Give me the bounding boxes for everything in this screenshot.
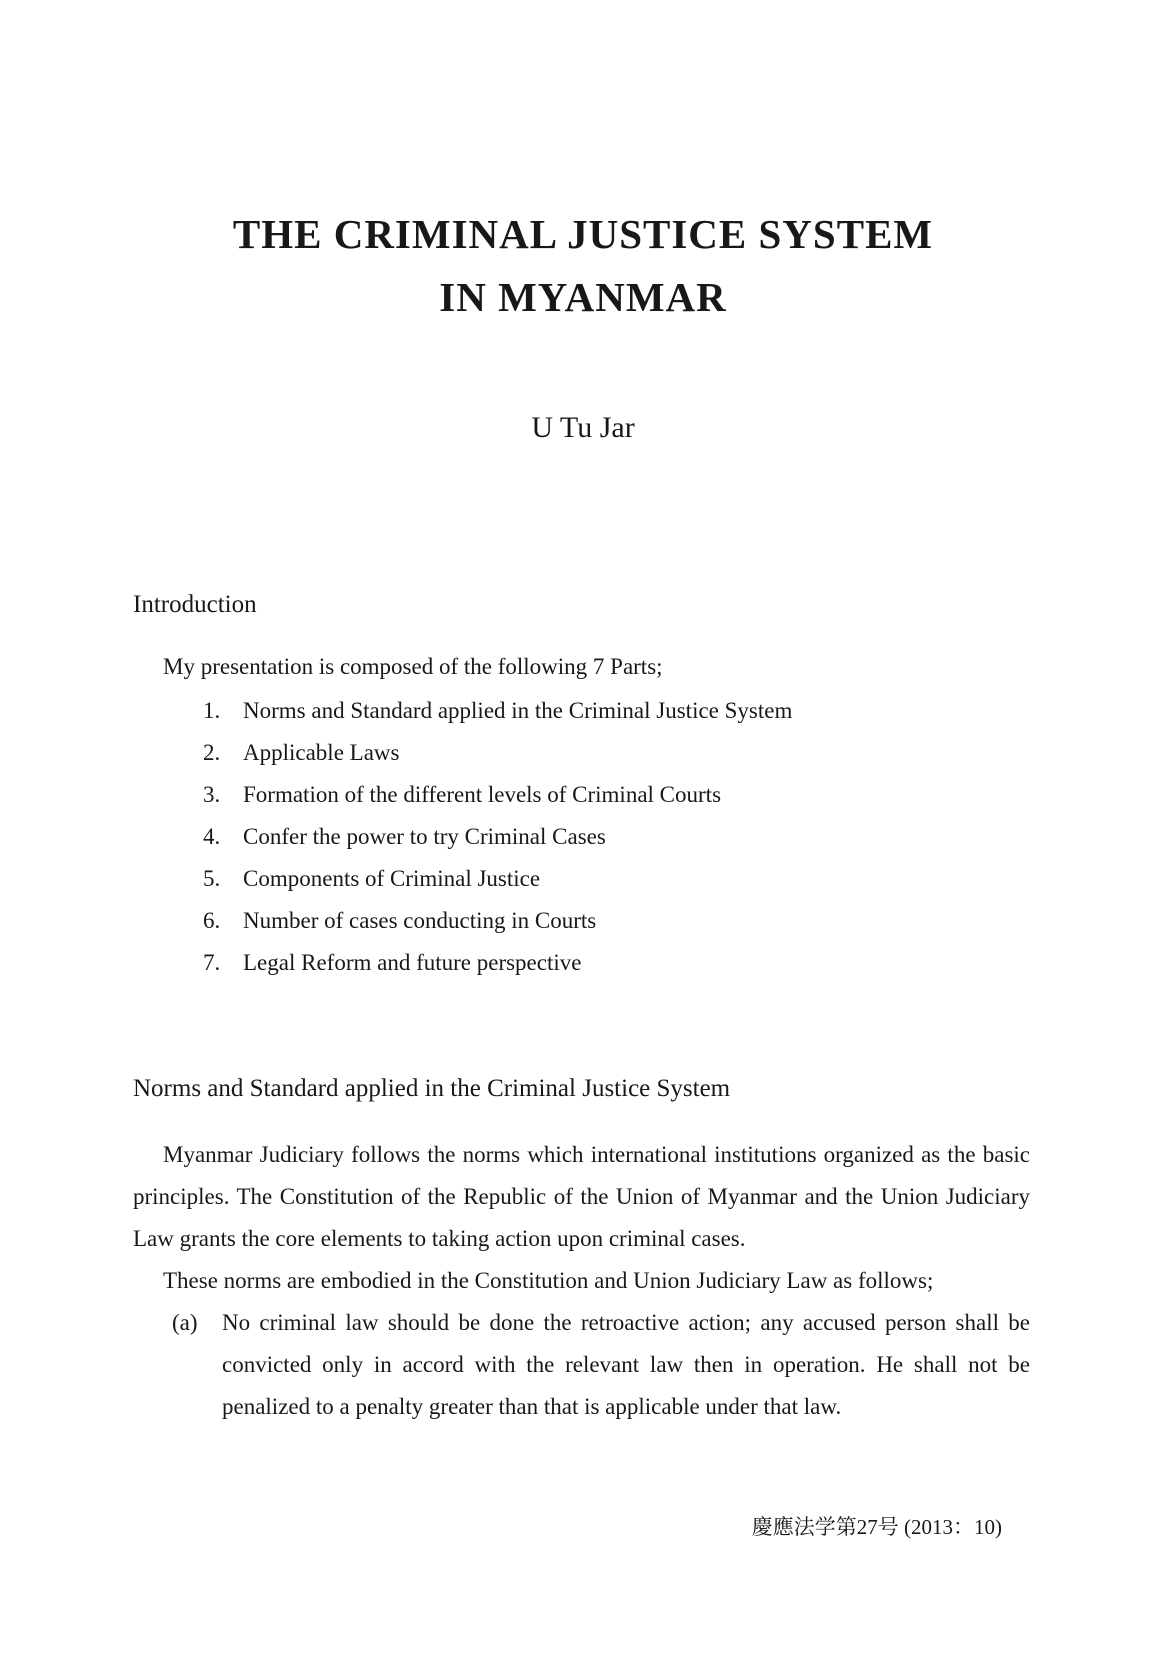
list-item-number: 2. xyxy=(203,740,221,765)
list-item xyxy=(172,1302,1030,1428)
list-item-text: No criminal law should be done the retroactive action; any accused person shall be convicted only in accord with the relevant law then in operation. He shall not be penalized to a penalty greater than that is applicable under that law. xyxy=(222,1310,1030,1419)
list-item-number: 6. xyxy=(203,908,221,933)
list-item xyxy=(203,816,1063,858)
document-title-line-1: THE CRIMINAL JUSTICE SYSTEM xyxy=(232,211,934,257)
introduction-lead: My presentation is composed of the following 7 Parts; xyxy=(163,654,663,679)
list-item-text: Number of cases conducting in Courts xyxy=(243,908,597,933)
list-item-text: Formation of the different levels of Criminal Courts xyxy=(243,782,722,807)
list-item-number: 5. xyxy=(203,866,221,891)
list-item-text: Confer the power to try Criminal Cases xyxy=(243,824,606,849)
list-item-number: 7. xyxy=(203,950,221,975)
list-item xyxy=(203,942,1063,984)
norms-section-heading: Norms and Standard applied in the Criminal Justice System xyxy=(133,1075,731,1102)
list-item-text: Applicable Laws xyxy=(243,740,400,765)
document-title-line-2: IN MYANMAR xyxy=(439,274,727,320)
list-item xyxy=(203,690,1063,732)
norms-lettered-list xyxy=(172,1302,1030,1428)
list-item xyxy=(203,900,1063,942)
list-item xyxy=(203,732,1063,774)
list-item xyxy=(203,774,1063,816)
journal-footer: 慶應法学第27号 (2013：10) xyxy=(751,1515,1002,1539)
norms-follows-line: These norms are embodied in the Constitution and Union Judiciary Law as follows; xyxy=(163,1268,934,1293)
author-name: U Tu Jar xyxy=(531,411,635,444)
document-title xyxy=(0,203,1166,329)
list-item xyxy=(203,858,1063,900)
parts-list xyxy=(203,690,1063,984)
list-item-text: Norms and Standard applied in the Criminal Justice System xyxy=(243,698,793,723)
introduction-heading: Introduction xyxy=(133,591,257,618)
list-item-number: 1. xyxy=(203,698,221,723)
list-item-number: 3. xyxy=(203,782,221,807)
list-item-text: Legal Reform and future perspective xyxy=(243,950,582,975)
list-item-text: Components of Criminal Justice xyxy=(243,866,541,891)
list-item-number: 4. xyxy=(203,824,221,849)
norms-paragraph: Myanmar Judiciary follows the norms which international institutions organized as the basic principles. The Constitution of the Republic of the Union of Myanmar and the Union Judiciary Law grants the core elements to taking action upon criminal cases. xyxy=(133,1142,1030,1251)
list-item-marker: (a) xyxy=(172,1310,198,1335)
